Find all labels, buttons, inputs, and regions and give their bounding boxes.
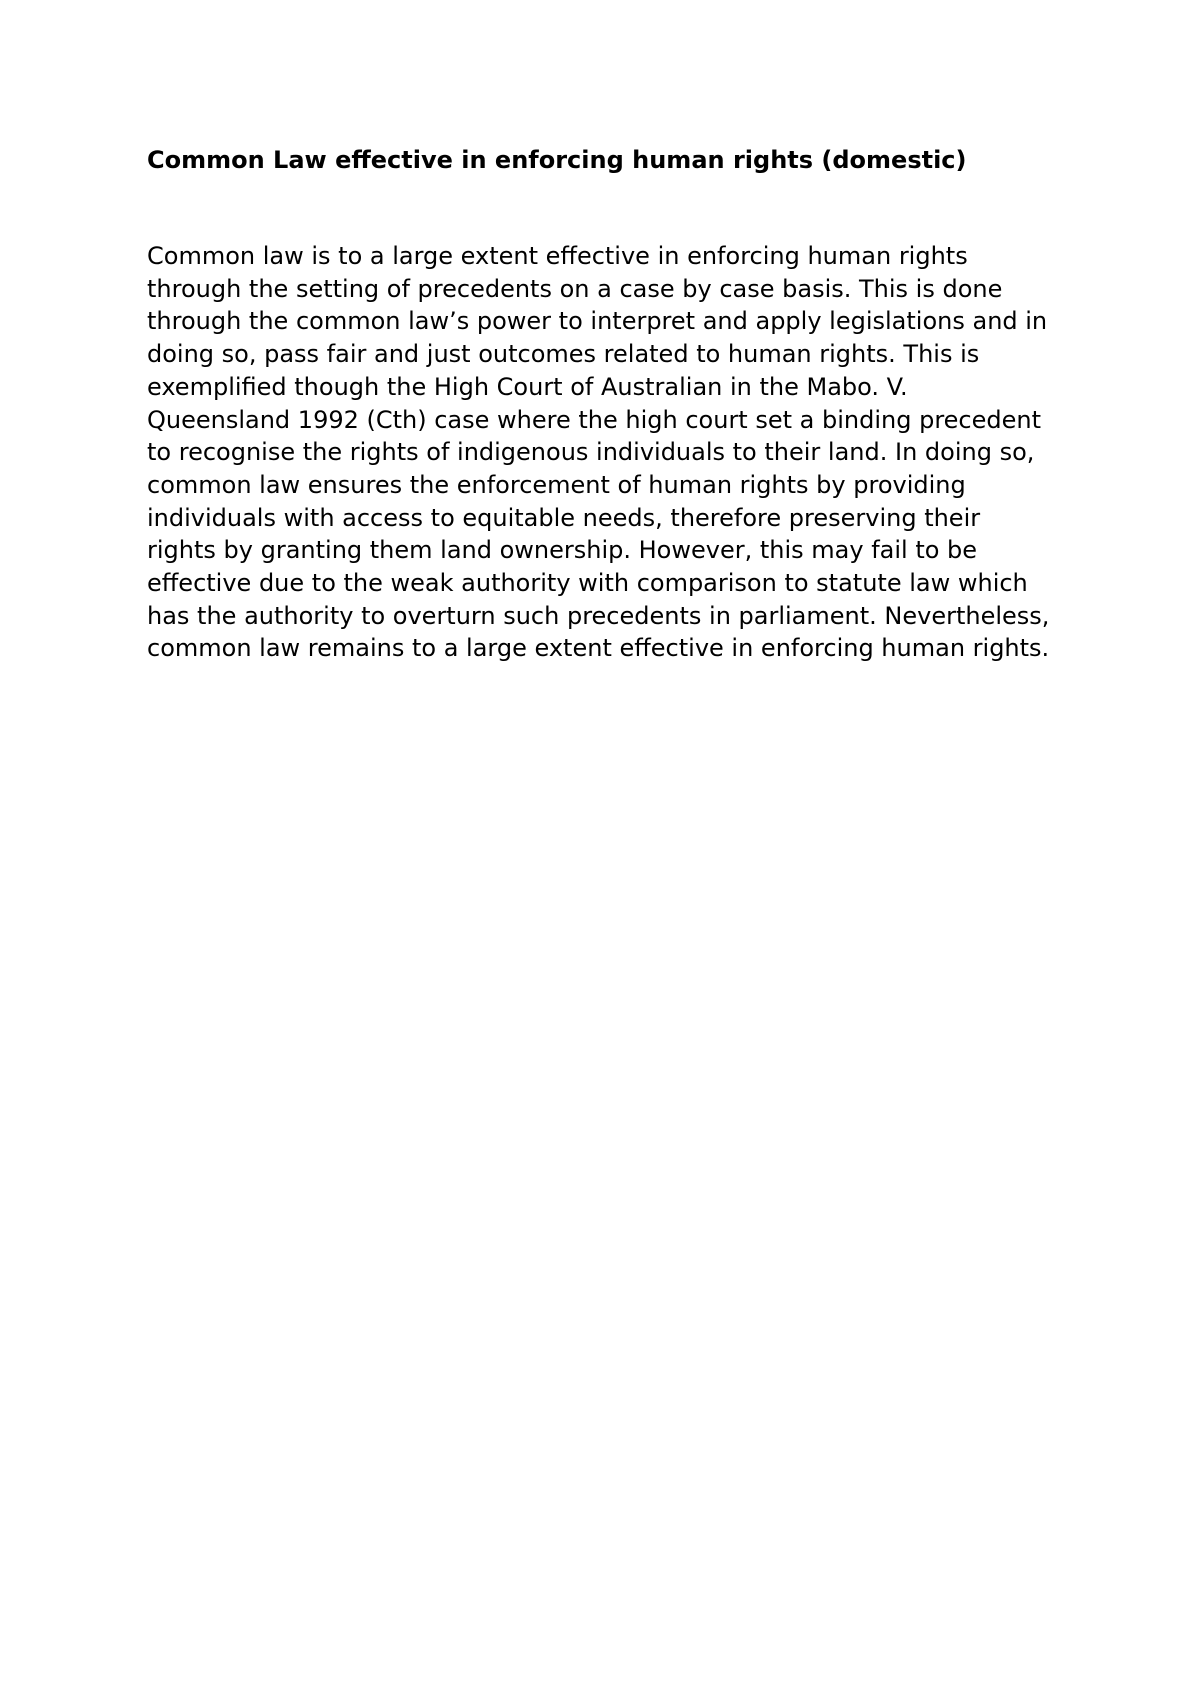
paragraph-line: common law remains to a large extent effective in enforcing human rights. [147, 634, 1050, 663]
paragraph-line: through the setting of precedents on a case by case basis. This is done [147, 274, 1003, 303]
paragraph-line: common law ensures the enforcement of human rights by providing [147, 470, 966, 499]
paragraph-line: doing so, pass fair and just outcomes related to human rights. This is [147, 340, 980, 369]
paragraph-line: individuals with access to equitable needs, therefore preserving their [147, 503, 981, 532]
document-title: Common Law effective in enforcing human rights (domestic) [147, 146, 967, 174]
paragraph-line: exemplified though the High Court of Australian in the Mabo. V. [147, 372, 908, 401]
paragraph-line: to recognise the rights of indigenous individuals to their land. In doing so, [147, 438, 1035, 467]
paragraph-line: has the authority to overturn such precedents in parliament. Nevertheless, [147, 601, 1050, 630]
paragraph-line: rights by granting them land ownership. However, this may fail to be [147, 536, 978, 565]
document-content [147, 144, 1077, 665]
body-paragraph [147, 240, 1077, 665]
paragraph-line: through the common law’s power to interpret and apply legislations and in [147, 307, 1048, 336]
paragraph-line: effective due to the weak authority with comparison to statute law which [147, 569, 1028, 598]
paragraph-line: Common law is to a large extent effective in enforcing human rights [147, 242, 968, 270]
paragraph-line: Queensland 1992 (Cth) case where the high court set a binding precedent [147, 405, 1041, 434]
